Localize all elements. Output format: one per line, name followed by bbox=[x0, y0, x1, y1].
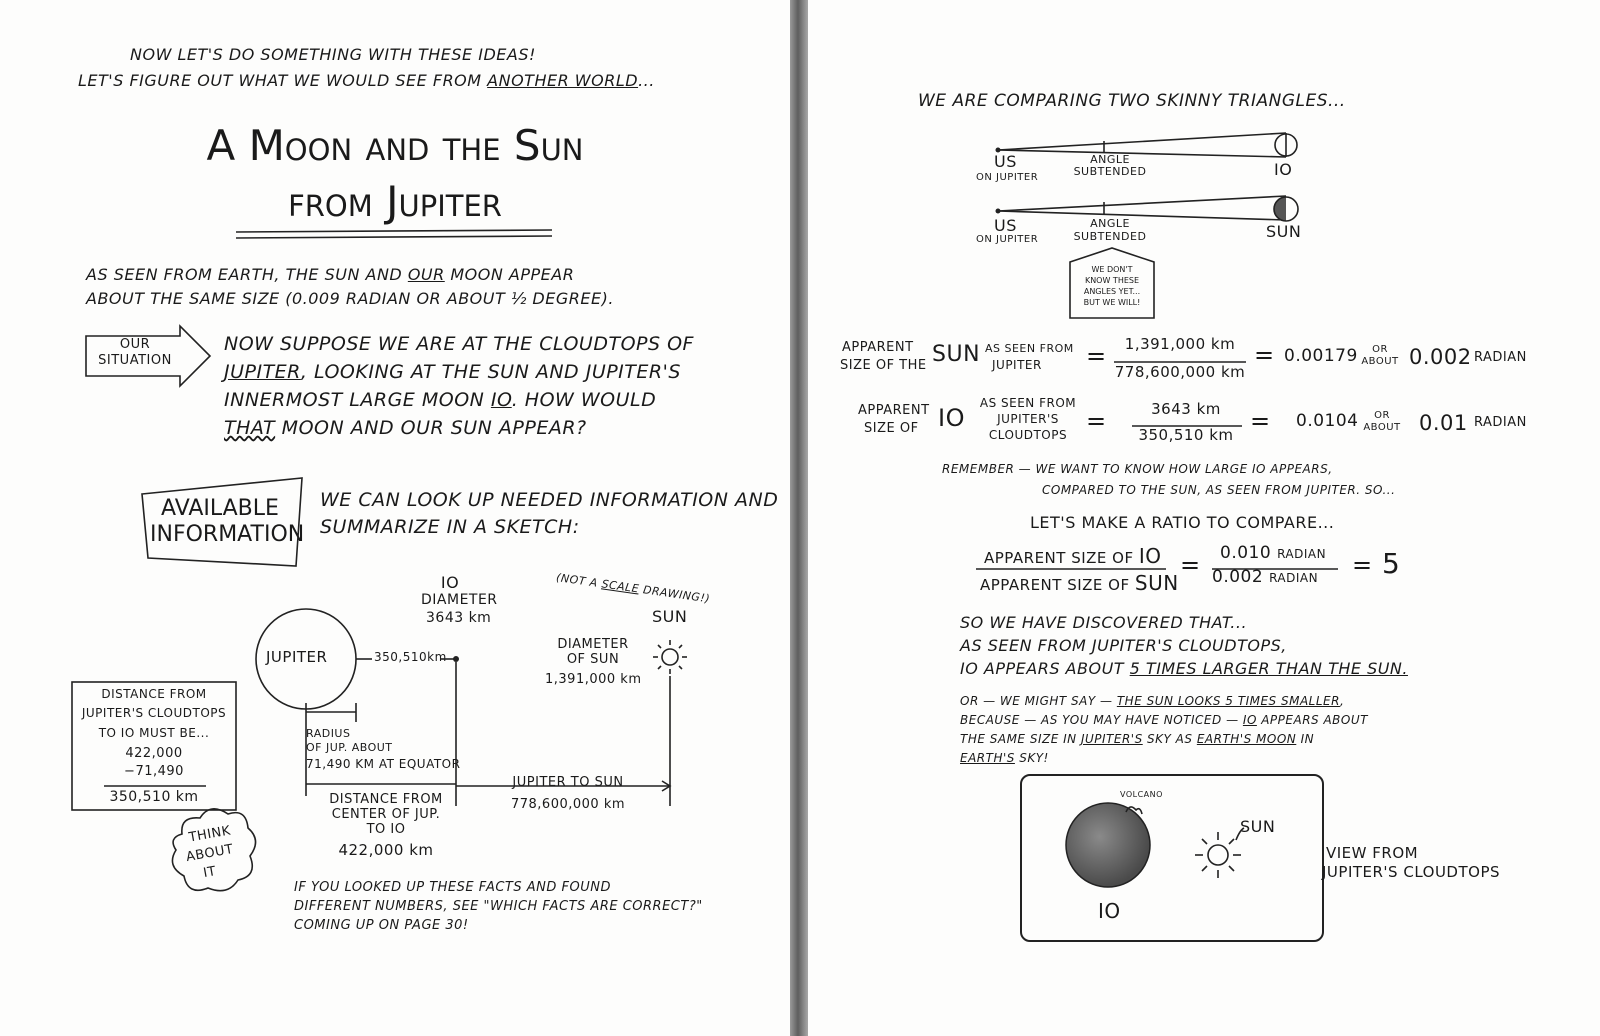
or-line-2: BECAUSE — AS YOU MAY HAVE NOTICED — IO APPEARS ABOUT bbox=[960, 713, 1368, 727]
calc-line-5: −71,490 bbox=[124, 764, 184, 779]
tri2-target: SUN bbox=[1266, 222, 1302, 241]
eq-io-value: 0.0104 bbox=[1296, 411, 1359, 431]
sketch-center-4: 422,000 km bbox=[338, 841, 434, 859]
eq-io-big: IO bbox=[938, 404, 965, 432]
tri1-bottom bbox=[998, 150, 1286, 157]
left-page-drawings bbox=[0, 0, 790, 1036]
sketch-sun-diameter-2: OF SUN bbox=[566, 652, 620, 667]
page-title-line-2: from Jupiter bbox=[288, 177, 502, 226]
view-io-disc bbox=[1066, 803, 1150, 887]
eq-io-or: OR bbox=[1374, 410, 1390, 421]
tri1-target: IO bbox=[1274, 160, 1293, 179]
intro-line-1: NOW LET'S DO SOMETHING WITH THESE IDEAS! bbox=[130, 45, 536, 64]
sketch-jup-to-sun: JUPITER TO SUN bbox=[498, 776, 638, 791]
footnote-line-2: DIFFERENT NUMBERS, SEE "WHICH FACTS ARE CORRECT?" bbox=[294, 899, 703, 914]
footnote-line-1: IF YOU LOOKED UP THESE FACTS AND FOUND bbox=[294, 880, 611, 895]
eq-sun-equals: = bbox=[1086, 342, 1107, 370]
available-frame bbox=[142, 478, 305, 566]
ratio-intro: LET'S MAKE A RATIO TO COMPARE... bbox=[1030, 513, 1335, 532]
tri1-top bbox=[998, 133, 1286, 150]
eq-io-about: ABOUT bbox=[1363, 422, 1401, 433]
or-line-3: THE SAME SIZE IN JUPITER'S SKY AS EARTH'S MOON IN bbox=[960, 732, 1315, 746]
eq-io-approx: 0.01 bbox=[1419, 411, 1468, 435]
eq-io-as-1: AS SEEN FROM bbox=[979, 396, 1077, 410]
remember-line-2: COMPARED TO THE SUN, AS SEEN FROM JUPITER. SO... bbox=[1042, 483, 1396, 497]
note-arrow-box bbox=[1070, 248, 1154, 318]
sketch-radius-3: 71,490 KM AT EQUATOR bbox=[306, 757, 461, 771]
calc-line-3: TO IO MUST BE... bbox=[98, 726, 210, 740]
page-title-line-1: A Moon and the Sun bbox=[206, 121, 584, 170]
available-line-1: WE CAN LOOK UP NEEDED INFORMATION AND bbox=[320, 489, 779, 511]
ratio-result: 5 bbox=[1382, 547, 1401, 580]
think-line-3: IT bbox=[202, 864, 218, 882]
ratio-num-value: 0.010 RADIAN bbox=[1220, 543, 1327, 563]
eq-io-denominator: 350,510 km bbox=[1138, 426, 1234, 444]
eq-sun-label-1: APPARENT bbox=[842, 340, 914, 355]
sketch-center-3: TO IO bbox=[366, 822, 406, 837]
sketch-center-1: DISTANCE FROM bbox=[329, 792, 443, 807]
eq-sun-denominator: 778,600,000 km bbox=[1114, 363, 1246, 381]
ratio-equals: = bbox=[1180, 551, 1201, 579]
situation-line-1: NOW SUPPOSE WE ARE AT THE CLOUDTOPS OF bbox=[224, 333, 694, 355]
view-volcano-label: VOLCANO bbox=[1120, 790, 1163, 799]
tri2-on: ON JUPITER bbox=[976, 234, 1039, 245]
tri2-top bbox=[998, 196, 1286, 211]
tri2-subtended: SUBTENDED bbox=[1073, 230, 1147, 243]
title-underline-2 bbox=[236, 236, 552, 238]
right-page-drawings bbox=[808, 0, 1600, 1036]
tri1-angle: ANGLE bbox=[1090, 153, 1130, 166]
eq-sun-as-1: AS SEEN FROM bbox=[985, 342, 1074, 355]
eq-sun-or: OR bbox=[1372, 344, 1388, 355]
io-dot bbox=[453, 656, 459, 662]
eq-sun-big: SUN bbox=[932, 342, 981, 367]
earth-line-1: AS SEEN FROM EARTH, THE SUN AND OUR MOON APPEAR bbox=[86, 265, 575, 284]
sketch-io-diameter: DIAMETER bbox=[421, 592, 498, 608]
sketch-jup-to-sun-km: 778,600,000 km bbox=[510, 797, 626, 812]
or-line-1: OR — WE MIGHT SAY — THE SUN LOOKS 5 TIMES SMALLER, bbox=[960, 694, 1345, 708]
ratio-den-value: 0.002 RADIAN bbox=[1212, 567, 1319, 587]
available-line-2: SUMMARIZE IN A SKETCH: bbox=[320, 516, 580, 538]
available-label: AVAILABLE INFORMATION bbox=[150, 496, 305, 548]
title-underline bbox=[236, 230, 552, 232]
situation-line-4: THAT MOON AND OUR SUN APPEAR? bbox=[224, 417, 587, 439]
tri2-sun-half bbox=[1274, 197, 1286, 221]
tri1-us: US bbox=[994, 152, 1017, 171]
view-caption-2: JUPITER'S CLOUDTOPS bbox=[1322, 863, 1501, 881]
tri2-us: US bbox=[994, 216, 1017, 235]
discovered-line-3: IO APPEARS ABOUT 5 TIMES LARGER THAN THE SUN. bbox=[960, 659, 1408, 678]
eq-io-equals: = bbox=[1086, 407, 1107, 435]
eq-sun-numerator: 1,391,000 km bbox=[1124, 335, 1236, 353]
eq-sun-unit: RADIAN bbox=[1474, 350, 1527, 365]
situation-line-3: INNERMOST LARGE MOON IO. HOW WOULD bbox=[224, 389, 657, 411]
eq-io-label-1: APPARENT bbox=[858, 403, 930, 418]
view-caption-1: VIEW FROM bbox=[1326, 844, 1419, 862]
remember-line-1: REMEMBER — WE WANT TO KNOW HOW LARGE IO APPEARS, bbox=[942, 462, 1333, 476]
sketch-io-label: IO bbox=[440, 573, 460, 592]
sketch-io-distance: 350,510km bbox=[374, 650, 447, 664]
situation-label: OUR SITUATION bbox=[98, 337, 172, 369]
eq-sun-value: 0.00179 bbox=[1284, 346, 1358, 366]
eq-io-equals-2: = bbox=[1250, 407, 1271, 435]
sketch-center-2: CENTER OF JUP. bbox=[331, 807, 441, 822]
intro-line-2: LET'S FIGURE OUT WHAT WE WOULD SEE FROM ANOTHER WORLD... bbox=[78, 71, 655, 90]
calc-box bbox=[72, 682, 236, 810]
think-cloud bbox=[172, 809, 255, 891]
view-sun-rays bbox=[1195, 832, 1241, 878]
tri2-bottom bbox=[998, 211, 1286, 220]
calc-line-2: JUPITER'S CLOUDTOPS bbox=[81, 706, 227, 720]
left-page bbox=[0, 0, 790, 1036]
eq-io-label-2: SIZE OF bbox=[864, 421, 919, 436]
sketch-radius-1: RADIUS bbox=[306, 727, 351, 740]
discovered-line-1: SO WE HAVE DISCOVERED THAT... bbox=[960, 613, 1248, 632]
sun-symbol bbox=[662, 649, 678, 665]
sketch-radius-2: OF JUP. ABOUT bbox=[306, 741, 393, 754]
ratio-denominator: APPARENT SIZE OF SUN bbox=[980, 571, 1179, 595]
eq-sun-about: ABOUT bbox=[1361, 356, 1399, 367]
eq-io-unit: RADIAN bbox=[1474, 415, 1527, 430]
ratio-equals-2: = bbox=[1352, 551, 1373, 579]
eq-io-numerator: 3643 km bbox=[1151, 400, 1221, 418]
tri1-subtended: SUBTENDED bbox=[1073, 165, 1147, 178]
eq-sun-approx: 0.002 bbox=[1409, 345, 1472, 369]
view-io-label: IO bbox=[1098, 899, 1121, 923]
think-line-1: THINK bbox=[187, 823, 232, 846]
situation-line-2: JUPITER, LOOKING AT THE SUN AND JUPITER'S bbox=[224, 361, 681, 383]
sketch-sun-diameter-1: DIAMETER bbox=[557, 637, 629, 652]
view-sun-disc bbox=[1208, 845, 1228, 865]
view-sun-pointer bbox=[1236, 828, 1244, 840]
calc-line-4: 422,000 bbox=[125, 746, 183, 761]
jupiter-circle bbox=[256, 609, 356, 709]
calc-line-1: DISTANCE FROM bbox=[101, 687, 207, 701]
right-page bbox=[808, 0, 1600, 1036]
tri1-on: ON JUPITER bbox=[976, 172, 1039, 183]
eq-io-as-3: CLOUDTOPS bbox=[988, 428, 1068, 442]
note-line-2: KNOW THESE bbox=[1084, 276, 1140, 285]
view-sun-label: SUN bbox=[1240, 817, 1276, 836]
sketch-sun-label: SUN bbox=[652, 607, 688, 626]
sketch-not-scale: (NOT A SCALE DRAWING!) bbox=[555, 571, 711, 606]
note-line-1: WE DON'T bbox=[1091, 265, 1133, 274]
eq-sun-as-2: JUPITER bbox=[992, 358, 1042, 372]
eq-sun-label-2: SIZE OF THE bbox=[840, 358, 927, 373]
tri2-angle: ANGLE bbox=[1090, 217, 1130, 230]
calc-line-6: 350,510 km bbox=[109, 789, 199, 805]
comparing-heading: WE ARE COMPARING TWO SKINNY TRIANGLES... bbox=[918, 91, 1346, 111]
situation-arrow bbox=[86, 326, 210, 386]
discovered-line-2: AS SEEN FROM JUPITER'S CLOUDTOPS, bbox=[960, 636, 1287, 655]
sun-rays bbox=[653, 640, 687, 674]
or-line-4: EARTH'S SKY! bbox=[960, 751, 1049, 765]
earth-line-2: ABOUT THE SAME SIZE (0.009 RADIAN OR ABOUT ½ DEGREE). bbox=[86, 289, 614, 308]
sketch-io-km: 3643 km bbox=[426, 610, 492, 626]
sketch-jupiter-label: JUPITER bbox=[266, 648, 328, 666]
note-line-3: ANGLES YET... bbox=[1083, 287, 1141, 296]
eq-sun-equals-2: = bbox=[1254, 341, 1275, 369]
think-line-2: ABOUT bbox=[185, 841, 235, 866]
ratio-numerator: APPARENT SIZE OF IO bbox=[984, 544, 1162, 568]
footnote-line-3: COMING UP ON PAGE 30! bbox=[294, 918, 469, 933]
sketch-sun-km: 1,391,000 km bbox=[545, 672, 642, 687]
eq-io-as-2: JUPITER'S bbox=[997, 412, 1059, 426]
note-line-4: BUT WE WILL! bbox=[1083, 298, 1141, 307]
